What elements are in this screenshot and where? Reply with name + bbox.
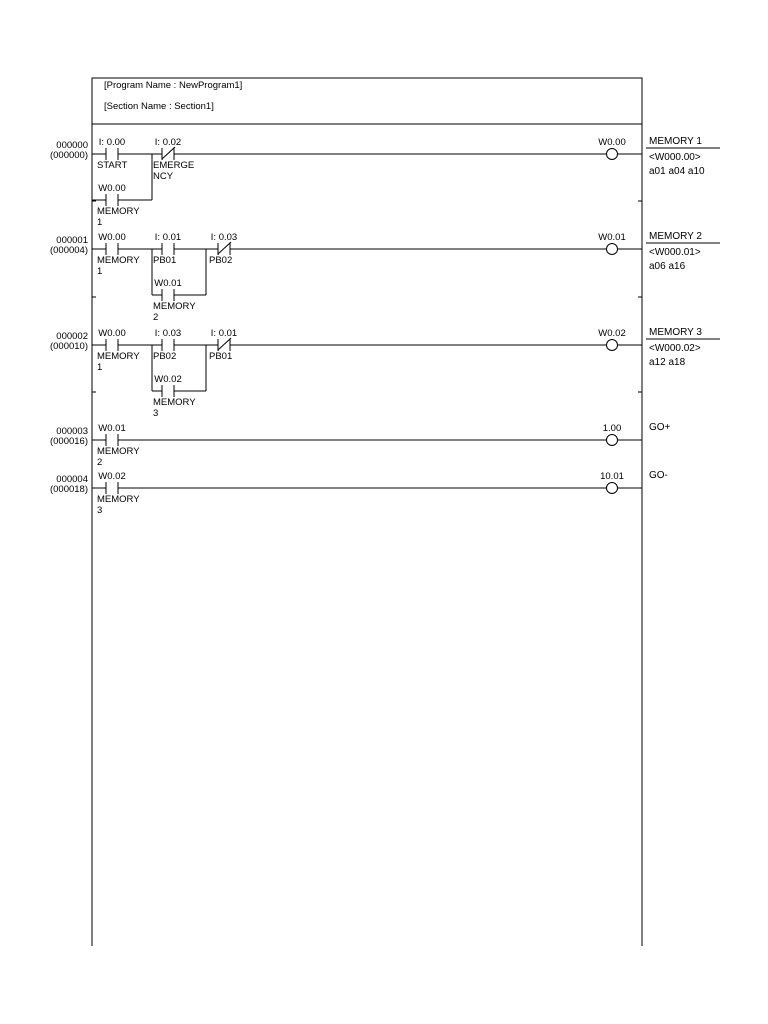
rung-1-coil-tag: <W000.01>	[649, 247, 701, 258]
rung-3-contact-0-label: 2	[97, 457, 103, 468]
rung-3-coil-address: 1.00	[602, 423, 622, 434]
rung-2-coil-tag: <W000.02>	[649, 343, 701, 354]
rung-0-coil-address: W0.00	[598, 137, 626, 148]
rung-0-contact-1-address: I: 0.02	[154, 137, 182, 148]
rung-0-branch-contact-label: 1	[97, 217, 103, 228]
rung-3-contact-gap	[107, 438, 118, 442]
rung-0-branch-gap	[107, 198, 118, 202]
rung-1-contact-0-label: MEMORY	[97, 255, 140, 266]
rung-1-branch-contact-label: 2	[153, 312, 159, 323]
rung-2-step: (000010)	[49, 341, 88, 352]
rung-2-branch-contact-label: 3	[153, 408, 159, 419]
rung-1-contact-0-address: W0.00	[98, 232, 126, 243]
rung-1-contact-1-address: I: 0.01	[154, 232, 182, 243]
rung-1-branch-gap	[163, 293, 174, 297]
rung-3-contact-0-label: MEMORY	[97, 446, 140, 457]
rung-4-contact-gap	[107, 486, 118, 490]
rung-0-branch-contact-address: W0.00	[98, 183, 126, 194]
rung-0-contact-1-label: NCY	[153, 171, 174, 182]
rung-2-branch-contact-label: MEMORY	[153, 397, 196, 408]
rung-1-contact-2-address: I: 0.03	[210, 232, 238, 243]
rung-1-number: 000001	[56, 235, 88, 246]
rung-2-contact-0-label: 1	[97, 362, 103, 373]
rung-1-coil-name: MEMORY 2	[649, 231, 702, 242]
rung-4-contact-0-label: MEMORY	[97, 494, 140, 505]
rung-2-coil-refs: a12 a18	[649, 357, 686, 368]
rung-0-coil-refs: a01 a04 a10	[649, 166, 705, 177]
rung-2-coil	[607, 340, 618, 351]
rung-1-step: (000004)	[49, 245, 88, 256]
rung-4-coil	[607, 483, 618, 494]
rung-3-coil	[607, 435, 618, 446]
rung-2-branch-contact-address: W0.02	[154, 374, 182, 385]
rung-2-branch-gap	[163, 389, 174, 393]
section-name: [Section Name : Section1]	[104, 101, 214, 112]
rung-2-contact-2-address: I: 0.01	[210, 328, 238, 339]
rung-4-coil-name: GO-	[649, 470, 668, 481]
rung-0-contact-0-label: START	[97, 160, 128, 171]
rung-1-coil	[607, 244, 618, 255]
rung-1-coil-refs: a06 a16	[649, 261, 686, 272]
rung-2-contact-0-address: W0.00	[98, 328, 126, 339]
rung-1-branch-contact-label: MEMORY	[153, 301, 196, 312]
rung-3-coil-name: GO+	[649, 422, 671, 433]
rungs	[50, 136, 720, 516]
rung-1-contact-gap	[107, 247, 118, 251]
rung-2-contact-1-label: PB02	[153, 351, 177, 362]
rung-1-branch-contact-address: W0.01	[154, 278, 182, 289]
rung-4-number: 000004	[56, 474, 88, 485]
rung-4-contact-0-label: 3	[97, 505, 103, 516]
rung-0-coil	[607, 149, 618, 160]
rung-1-contact-gap	[163, 247, 174, 251]
rung-2-contact-1-address: I: 0.03	[154, 328, 182, 339]
rung-2-contact-0-label: MEMORY	[97, 351, 140, 362]
rung-3-contact-0-address: W0.01	[98, 423, 126, 434]
rung-1-coil-address: W0.01	[598, 232, 626, 243]
rung-0-contact-0-address: I: 0.00	[98, 137, 126, 148]
rung-0-contact-1-label: EMERGE	[153, 160, 195, 171]
rung-1-contact-2-label: PB02	[209, 255, 233, 266]
rung-3-number: 000003	[56, 426, 88, 437]
rung-0-step: (000000)	[49, 150, 88, 161]
rung-4-step: (000018)	[49, 484, 88, 495]
rung-2-number: 000002	[56, 331, 88, 342]
rung-1-contact-1-label: PB01	[153, 255, 177, 266]
rung-2-contact-gap	[107, 343, 118, 347]
rung-4-coil-address: 10.01	[600, 471, 624, 482]
rung-0-coil-name: MEMORY 1	[649, 136, 702, 147]
rung-1-contact-0-label: 1	[97, 266, 103, 277]
rung-3-step: (000016)	[49, 436, 88, 447]
rung-0-number: 000000	[56, 140, 88, 151]
rung-2-coil-address: W0.02	[598, 328, 626, 339]
rung-2-contact-gap	[163, 343, 174, 347]
rung-0-coil-tag: <W000.00>	[649, 152, 701, 163]
rung-0-branch-contact-label: MEMORY	[97, 206, 140, 217]
rung-4-contact-0-address: W0.02	[98, 471, 126, 482]
rung-0-contact-gap	[107, 152, 118, 156]
rung-2-contact-2-label: PB01	[209, 351, 233, 362]
rung-2-coil-name: MEMORY 3	[649, 327, 702, 338]
program-name: [Program Name : NewProgram1]	[104, 80, 243, 91]
